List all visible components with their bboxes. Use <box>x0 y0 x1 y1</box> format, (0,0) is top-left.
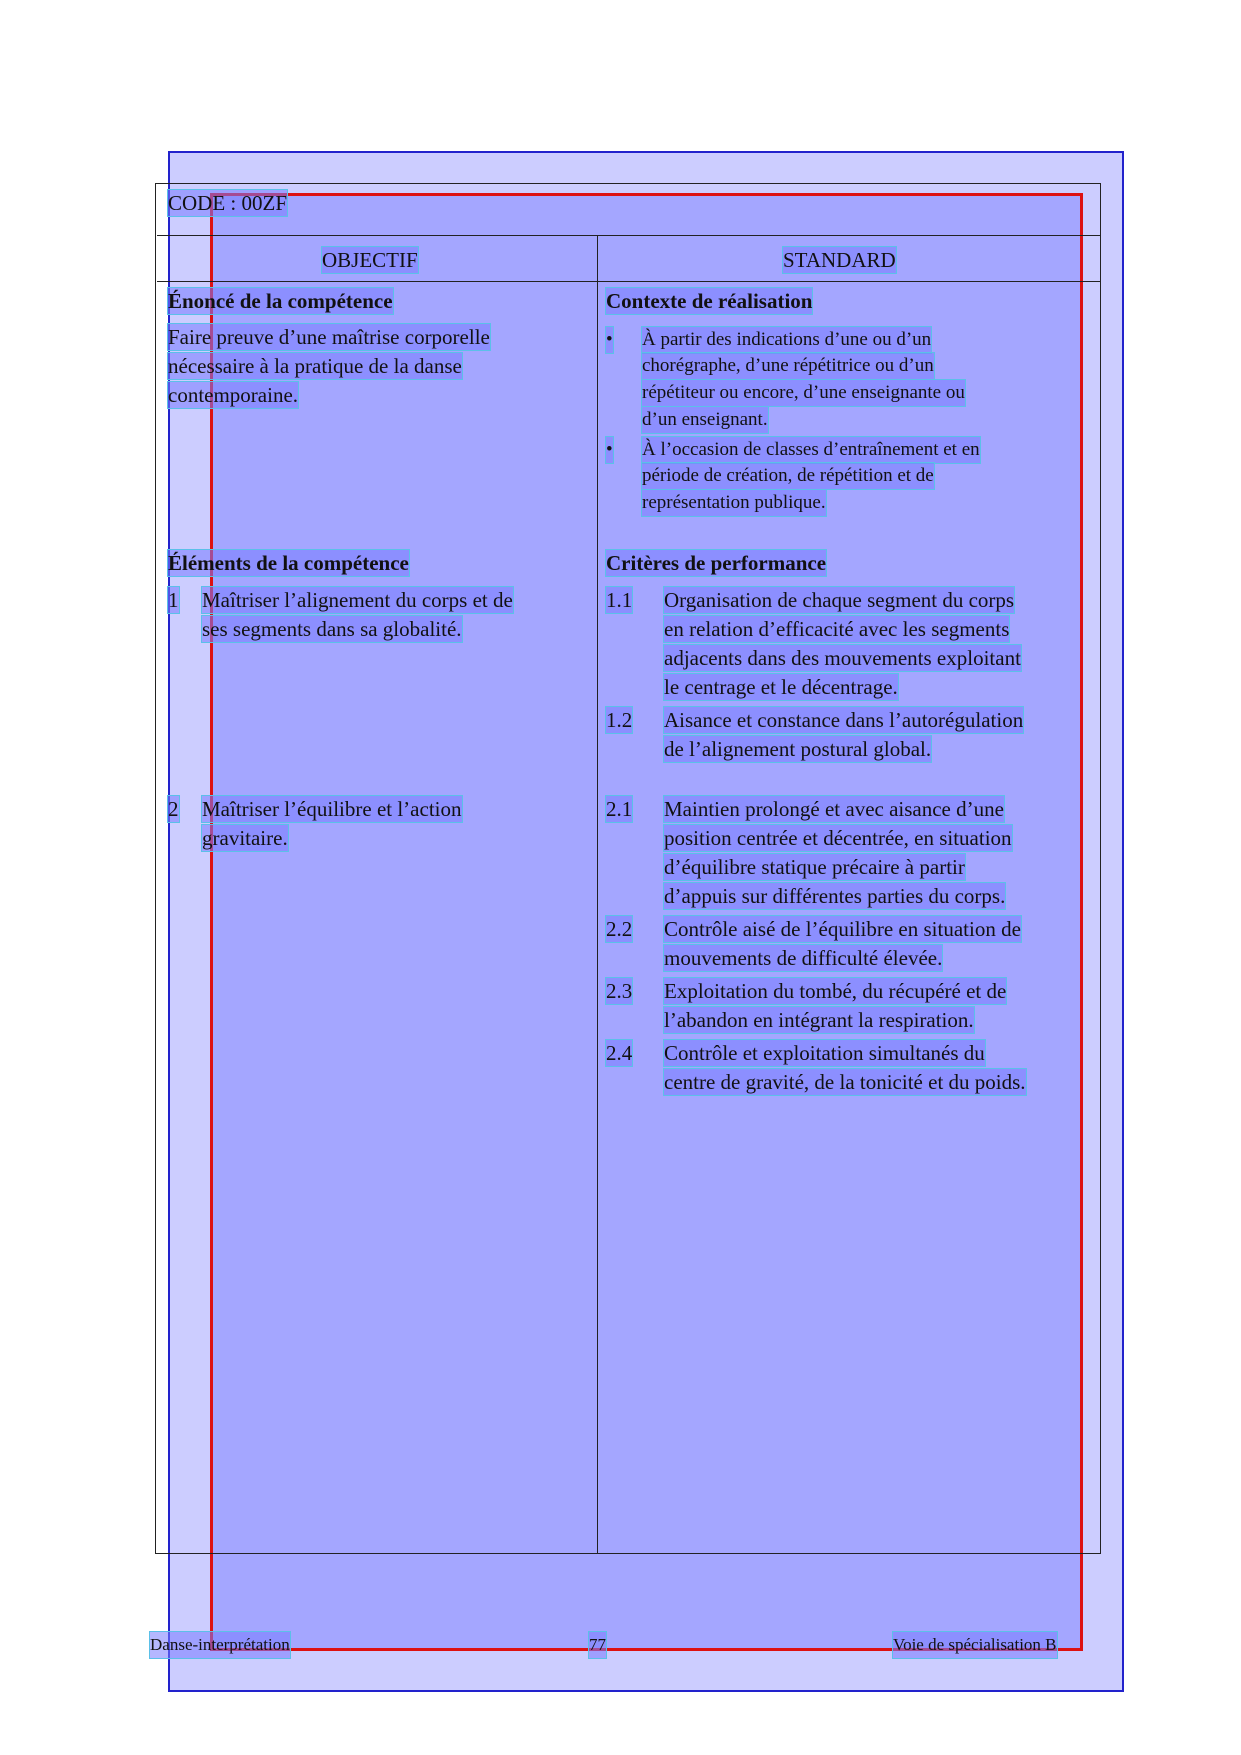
criteres-title: Critères de performance <box>606 551 827 575</box>
enonce-title: Énoncé de la compétence <box>168 289 393 313</box>
contexte-line: période de création, de répétition et de <box>642 463 934 489</box>
header-objectif: OBJECTIF <box>322 248 418 272</box>
element-line: ses segments dans sa globalité. <box>202 617 462 641</box>
contexte-line: répétiteur ou encore, d’une enseignante ou <box>642 380 965 406</box>
contexte-line: représentation publique. <box>642 490 826 516</box>
footer-page-number: 77 <box>589 1632 606 1658</box>
contexte-line: d’un enseignant. <box>642 407 768 433</box>
criterion-line: adjacents dans des mouvements exploitant <box>664 646 1021 670</box>
criterion-line: l’abandon en intégrant la respiration. <box>664 1008 974 1032</box>
criterion-number: 2.1 <box>606 797 633 821</box>
element-number: 2 <box>168 797 179 821</box>
criterion-number: 1.2 <box>606 708 633 732</box>
bullet-icon: • <box>606 437 613 463</box>
bullet-icon: • <box>606 327 613 353</box>
enonce-line: Faire preuve d’une maîtrise corporelle <box>168 325 490 349</box>
criterion-line: le centrage et le décentrage. <box>664 675 898 699</box>
criterion-line: d’appuis sur différentes parties du corps. <box>664 884 1006 908</box>
enonce-line: nécessaire à la pratique de la danse <box>168 354 462 378</box>
element-line: Maîtriser l’équilibre et l’action <box>202 797 462 821</box>
contexte-line: À partir des indications d’une ou d’un <box>642 327 931 353</box>
contexte-line: chorégraphe, d’une répétitrice ou d’un <box>642 353 934 379</box>
criterion-number: 1.1 <box>606 588 633 612</box>
element-line: gravitaire. <box>202 826 288 850</box>
criterion-line: Aisance et constance dans l’autorégulation <box>664 708 1024 732</box>
footer-left: Danse-interprétation <box>150 1632 290 1658</box>
criterion-line: d’équilibre statique précaire à partir <box>664 855 965 879</box>
criterion-number: 2.2 <box>606 917 633 941</box>
rule-header <box>157 281 1101 282</box>
elements-title: Éléments de la compétence <box>168 551 409 575</box>
criterion-line: de l’alignement postural global. <box>664 737 932 761</box>
criterion-line: en relation d’efficacité avec les segments <box>664 617 1010 641</box>
column-divider <box>597 236 598 1554</box>
contexte-title: Contexte de réalisation <box>606 289 813 313</box>
criterion-line: Organisation de chaque segment du corps <box>664 588 1015 612</box>
criterion-line: Exploitation du tombé, du récupéré et de <box>664 979 1007 1003</box>
criterion-line: centre de gravité, de la tonicité et du poids. <box>664 1070 1026 1094</box>
header-standard: STANDARD <box>783 248 896 272</box>
footer-right: Voie de spécialisation B <box>893 1632 1057 1658</box>
criterion-line: Contrôle aisé de l’équilibre en situation de <box>664 917 1021 941</box>
criterion-line: Maintien prolongé et avec aisance d’une <box>664 797 1004 821</box>
criterion-number: 2.4 <box>606 1041 633 1065</box>
criterion-line: mouvements de difficulté élevée. <box>664 946 943 970</box>
criterion-line: Contrôle et exploitation simultanés du <box>664 1041 985 1065</box>
contexte-line: À l’occasion de classes d’entraînement et en <box>642 437 980 463</box>
code-label: CODE : 00ZF <box>168 191 288 215</box>
criterion-line: position centrée et décentrée, en situation <box>664 826 1012 850</box>
criterion-number: 2.3 <box>606 979 633 1003</box>
rule-code <box>157 235 1101 236</box>
element-line: Maîtriser l’alignement du corps et de <box>202 588 513 612</box>
enonce-line: contemporaine. <box>168 383 299 407</box>
element-number: 1 <box>168 588 179 612</box>
